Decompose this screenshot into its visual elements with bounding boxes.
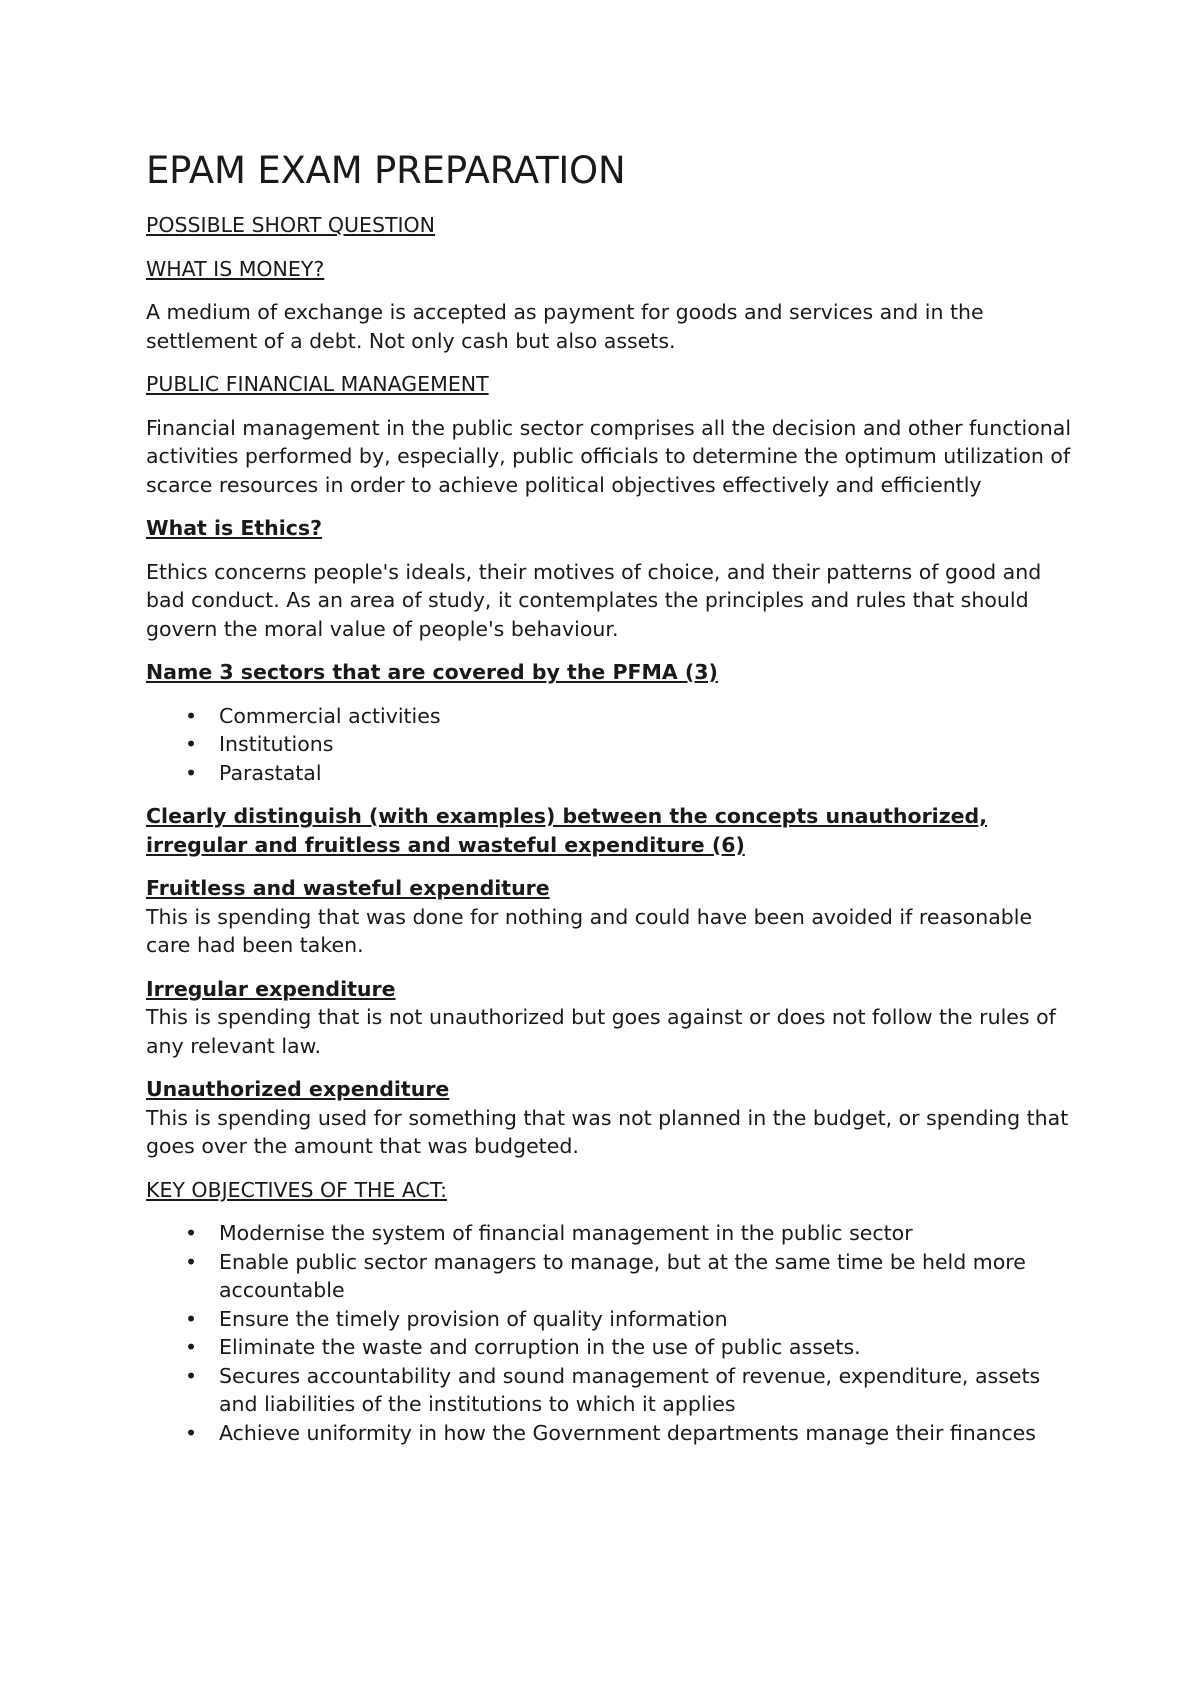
ethics-heading: What is Ethics? <box>146 516 323 540</box>
list-item-text: Achieve uniformity in how the Government departments manage their finances <box>219 1420 1036 1445</box>
list-item-text: Enable public sector managers to manage, but at the same time be held more accountable <box>219 1249 1026 1302</box>
bullet-icon: • <box>185 760 198 785</box>
list-item <box>146 730 1076 759</box>
list-item <box>146 1333 1076 1362</box>
distinguish-heading: Clearly distinguish (with examples) between the concepts unauthorized, irregular and fruitless and wasteful expenditure (6) <box>146 804 988 857</box>
bullet-icon: • <box>185 1363 198 1388</box>
bullet-icon: • <box>185 732 198 756</box>
money-text: A medium of exchange is accepted as payment for goods and services and in the settlement of a debt. Not only cash but also assets. <box>146 300 984 353</box>
ethics-text: Ethics concerns people's ideals, their motives of choice, and their patterns of good and bad conduct. As an area of study, it contemplates the principles and rules that should govern the moral value of people's behaviour. <box>146 559 1042 641</box>
unauthorized-heading: Unauthorized expenditure <box>146 1077 450 1101</box>
list-item <box>146 1248 1076 1305</box>
list-item-text: Institutions <box>219 732 334 756</box>
list-item <box>146 1362 1076 1419</box>
bullet-icon: • <box>185 1221 198 1245</box>
bullet-icon: • <box>185 1306 198 1331</box>
list-item-text: Ensure the timely provision of quality information <box>219 1306 728 1331</box>
pfm-heading: PUBLIC FINANCIAL MANAGEMENT <box>146 372 489 396</box>
bullet-icon: • <box>185 1335 198 1359</box>
fruitless-heading: Fruitless and wasteful expenditure <box>146 876 550 900</box>
irregular-text: This is spending that is not unauthorized but goes against or does not follow the rules of any relevant law. <box>146 1005 1056 1058</box>
list-item-text: Parastatal <box>219 760 322 785</box>
document-body <box>146 211 1076 1462</box>
money-heading: WHAT IS MONEY? <box>146 256 325 281</box>
list-item-text: Commercial activities <box>219 703 441 728</box>
list-item <box>146 759 1076 788</box>
sectors-list <box>146 702 1076 788</box>
objectives-heading: KEY OBJECTIVES OF THE ACT: <box>146 1177 448 1202</box>
unauthorized-text: This is spending used for something that was not planned in the budget, or spending that goes over the amount that was budgeted. <box>146 1105 1069 1158</box>
short-question-heading: POSSIBLE SHORT QUESTION <box>146 213 436 237</box>
irregular-heading: Irregular expenditure <box>146 976 396 1001</box>
objectives-list <box>146 1219 1076 1447</box>
pfm-text: Financial management in the public sector comprises all the decision and other functional activities performed by, especially, public officials to determine the optimum utilization of scarce resources in order to achieve political objectives effectively and efficiently <box>146 415 1072 497</box>
bullet-icon: • <box>185 1420 198 1445</box>
list-item <box>146 702 1076 731</box>
list-item-text: Eliminate the waste and corruption in the use of public assets. <box>219 1335 861 1359</box>
bullet-icon: • <box>185 1249 198 1274</box>
sectors-heading: Name 3 sectors that are covered by the PFMA (3) <box>146 660 718 684</box>
list-item <box>146 1219 1076 1248</box>
list-item-text: Modernise the system of financial management in the public sector <box>219 1221 913 1245</box>
list-item <box>146 1419 1076 1448</box>
fruitless-text: This is spending that was done for nothing and could have been avoided if reasonable care had been taken. <box>146 904 1033 957</box>
list-item <box>146 1305 1076 1334</box>
page-title: EPAM EXAM PREPARATION <box>146 149 626 192</box>
list-item-text: Secures accountability and sound management of revenue, expenditure, assets and liabilities of the institutions to which it applies <box>219 1363 1041 1416</box>
bullet-icon: • <box>185 703 198 728</box>
